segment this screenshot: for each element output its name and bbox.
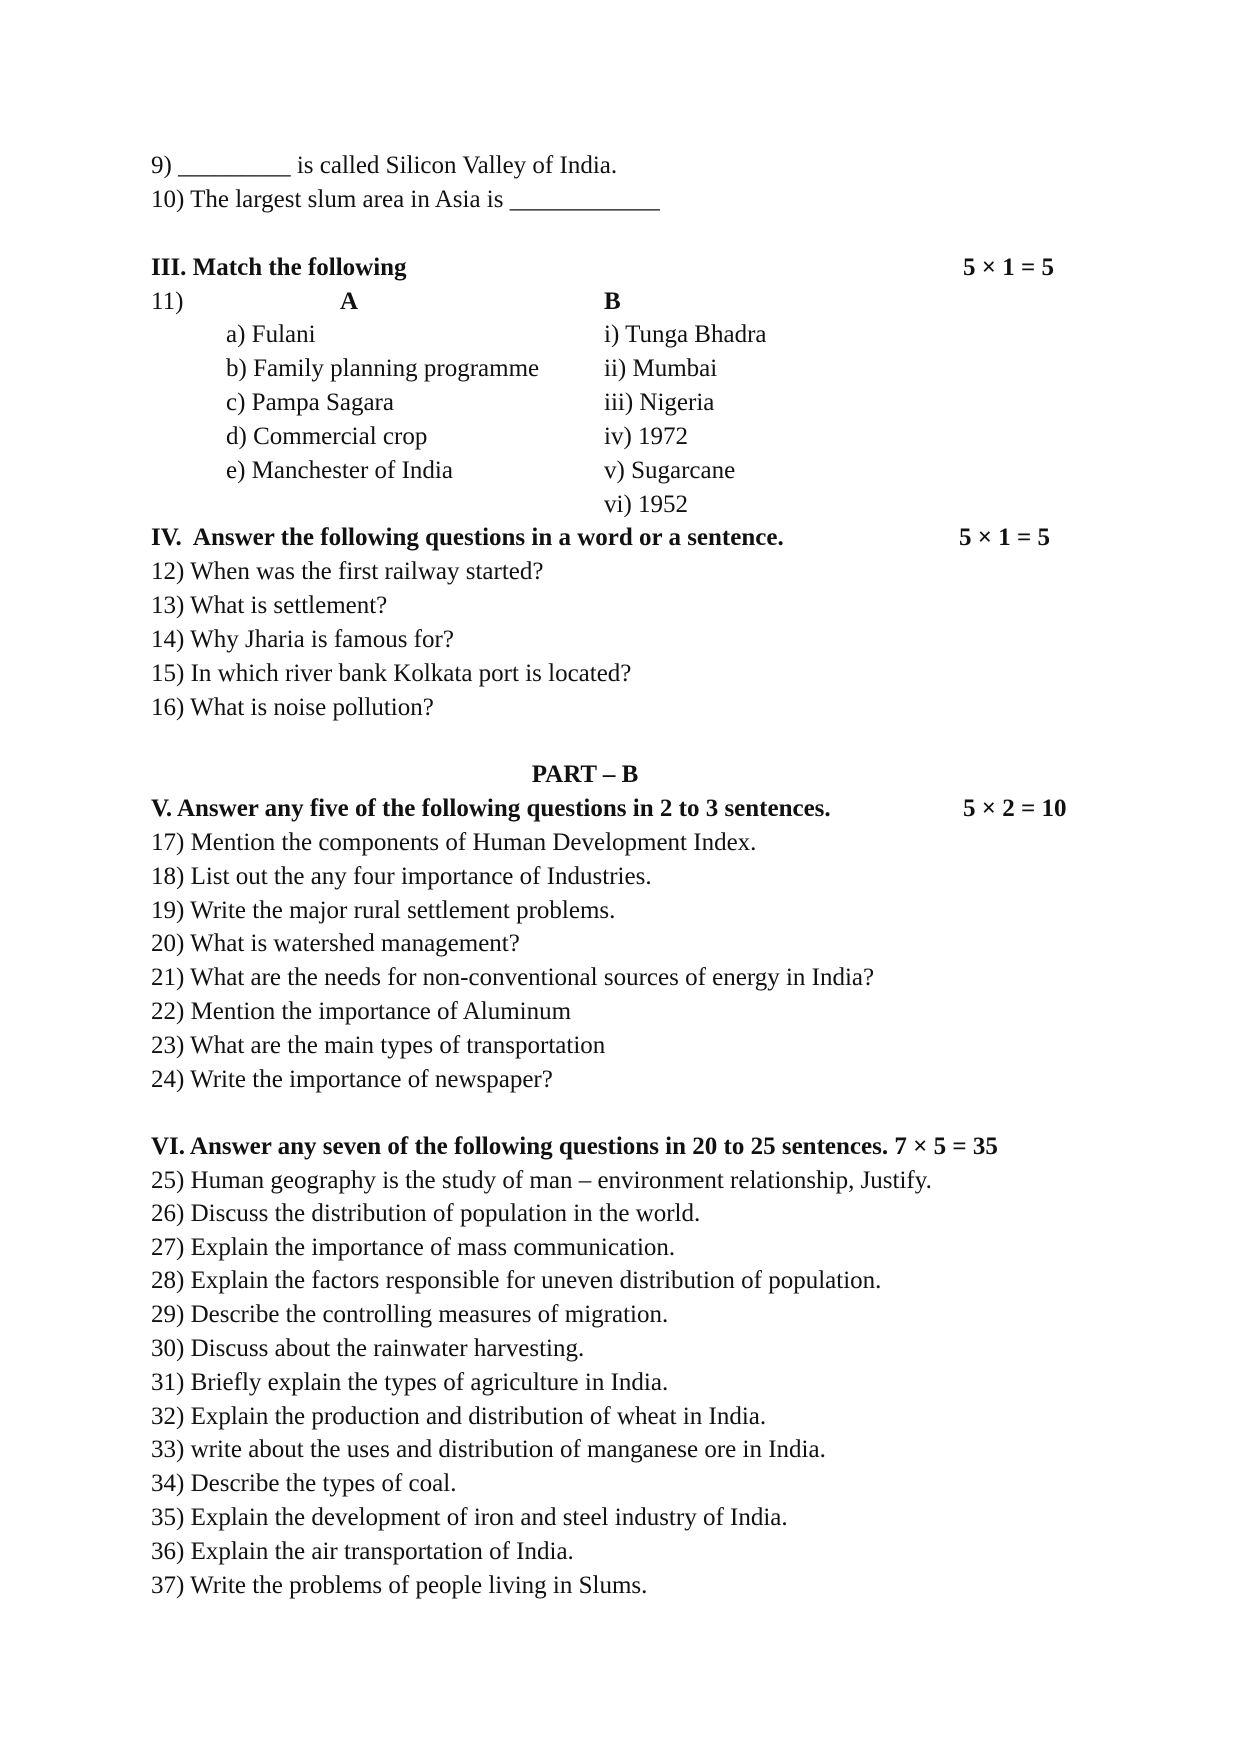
match-a-item: c) Pampa Sagara [226,389,394,416]
question-item: 24) Write the importance of newspaper? [151,1066,553,1093]
question-9: 9) _________ is called Silicon Valley of India. [151,152,618,179]
match-b-item: v) Sugarcane [604,457,736,484]
question-item: 21) What are the needs for non-conventional sources of energy in India? [151,964,875,991]
match-a-item: e) Manchester of India [226,457,453,484]
question-item: 14) Why Jharia is famous for? [151,626,454,653]
question-item: 32) Explain the production and distribution of wheat in India. [151,1403,767,1430]
question-item: 34) Describe the types of coal. [151,1470,457,1497]
match-b-item: iv) 1972 [604,423,689,450]
question-item: 22) Mention the importance of Aluminum [151,998,572,1025]
question-item: 17) Mention the components of Human Development Index. [151,829,757,856]
question-item: 37) Write the problems of people living in Slums. [151,1572,648,1599]
match-a-item: d) Commercial crop [226,423,428,450]
match-a-item: a) Fulani [226,321,316,348]
question-item: 19) Write the major rural settlement problems. [151,897,616,924]
question-item: 12) When was the first railway started? [151,558,544,585]
question-item: 36) Explain the air transportation of India. [151,1538,574,1565]
question-item: 20) What is watershed management? [151,930,520,957]
column-b-header: B [604,288,621,315]
match-a-item: b) Family planning programme [226,355,540,382]
question-item: 18) List out the any four importance of Industries. [151,863,652,890]
question-item: 25) Human geography is the study of man – environment relationship, Justify. [151,1167,932,1194]
section-4-marks: 5 × 1 = 5 [959,524,1050,551]
section-6-title: VI. Answer any seven of the following questions in 20 to 25 sentences. 7 × 5 = 35 [151,1133,998,1160]
question-item: 30) Discuss about the rainwater harvesting. [151,1335,585,1362]
question-item: 33) write about the uses and distribution of manganese ore in India. [151,1436,826,1463]
section-3-title: III. Match the following [151,254,407,281]
question-item: 27) Explain the importance of mass communication. [151,1234,676,1261]
question-item: 23) What are the main types of transportation [151,1032,606,1059]
question-item: 31) Briefly explain the types of agriculture in India. [151,1369,669,1396]
question-10: 10) The largest slum area in Asia is ____________ [151,186,660,213]
match-b-item: ii) Mumbai [604,355,718,382]
question-item: 26) Discuss the distribution of population in the world. [151,1200,701,1227]
question-item: 16) What is noise pollution? [151,694,434,721]
section-5-marks: 5 × 2 = 10 [963,795,1067,822]
section-3-marks: 5 × 1 = 5 [963,254,1054,281]
question-11-number: 11) [151,288,184,315]
question-item: 35) Explain the development of iron and steel industry of India. [151,1504,788,1531]
part-b-heading: PART – B [531,761,639,788]
section-4-title: IV. Answer the following questions in a word or a sentence. [151,524,784,551]
question-item: 29) Describe the controlling measures of migration. [151,1301,669,1328]
question-item: 28) Explain the factors responsible for uneven distribution of population. [151,1267,882,1294]
question-item: 15) In which river bank Kolkata port is located? [151,660,632,687]
column-a-header: A [340,288,359,315]
question-item: 13) What is settlement? [151,592,388,619]
match-b-item: vi) 1952 [604,491,689,518]
match-b-item: i) Tunga Bhadra [604,321,767,348]
section-5-title: V. Answer any five of the following questions in 2 to 3 sentences. [151,795,831,822]
match-b-item: iii) Nigeria [604,389,715,416]
